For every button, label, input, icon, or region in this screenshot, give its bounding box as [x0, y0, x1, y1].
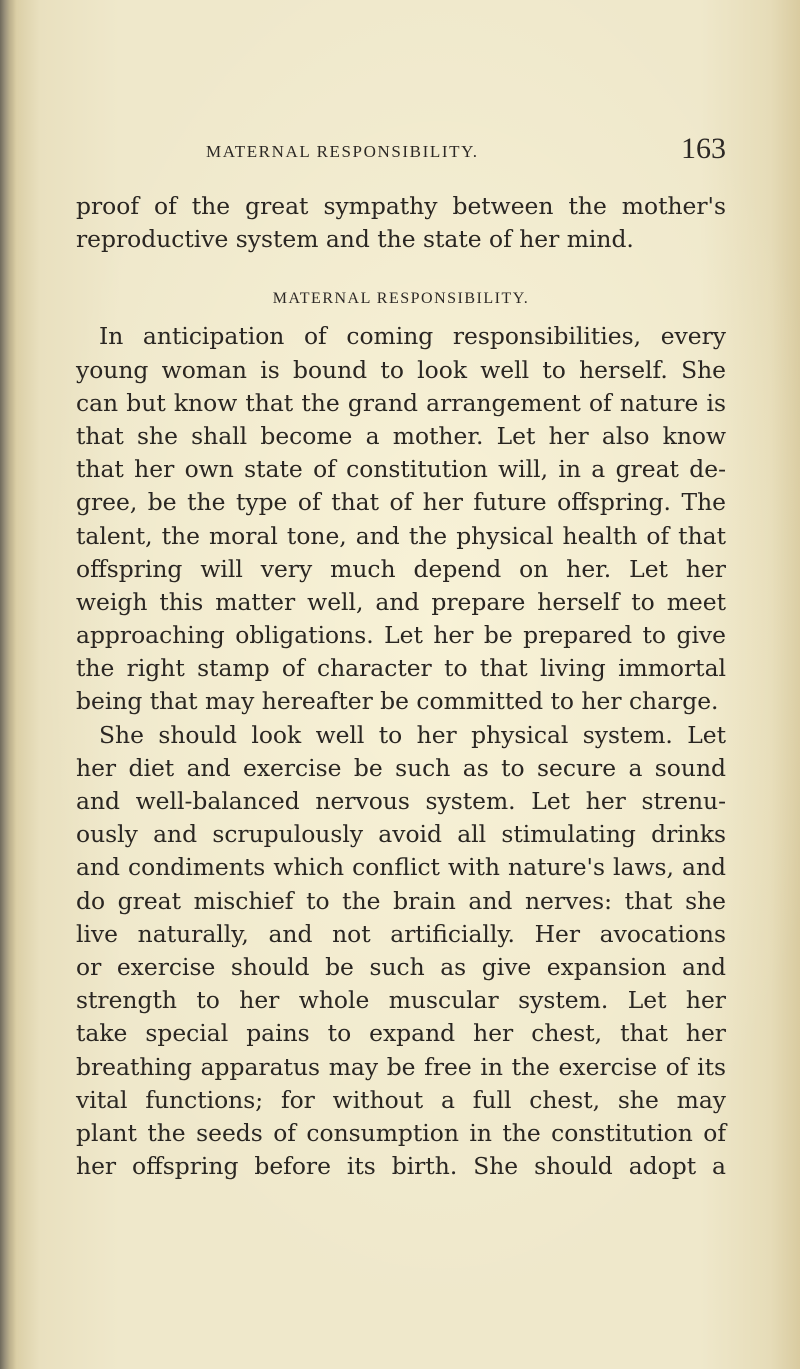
text-line: offspring will very much depend on her. Let her — [76, 554, 726, 583]
text-line: In anticipation of coming responsibilities, every — [99, 322, 726, 351]
text-line: do great mischief to the brain and nerves: that she — [76, 886, 726, 915]
text-line: that her own state of constitution will, in a great de- — [76, 455, 726, 484]
text-line: that she shall become a mother. Let her also know — [76, 421, 726, 450]
text-line: ously and scrupulously avoid all stimulating drinks — [76, 820, 726, 849]
text-line: her offspring before its birth. She should adopt a — [76, 1152, 726, 1181]
text-line: talent, the moral tone, and the physical health of that — [76, 521, 726, 550]
text-line: She should look well to her physical system. Let — [99, 720, 726, 749]
paragraph-physical-system — [76, 719, 726, 1184]
text-line: young woman is bound to look well to herself. She — [76, 355, 726, 384]
page-binding-edge — [0, 0, 16, 1369]
text-line: or exercise should be such as give expansion and — [76, 952, 726, 981]
text-line: reproductive system and the state of her mind. — [76, 225, 634, 254]
text-line: approaching obligations. Let her be prepared to give — [76, 621, 726, 650]
text-line: vital functions; for without a full chest, she may — [76, 1085, 726, 1114]
body-text — [76, 190, 726, 1183]
text-line: being that may hereafter be committed to her charge. — [76, 687, 719, 716]
text-line: breathing apparatus may be free in the exercise of its — [76, 1052, 726, 1081]
text-line: plant the seeds of consumption in the constitution of — [76, 1118, 726, 1147]
text-line: proof of the great sympathy between the mother's — [76, 192, 726, 220]
paragraph-anticipation — [76, 320, 726, 718]
page-header — [76, 132, 726, 176]
page-number: 163 — [681, 132, 726, 165]
text-line: weigh this matter well, and prepare herself to meet — [76, 587, 726, 616]
paragraph-continued — [76, 190, 726, 256]
text-line: and condiments which conflict with nature's laws, and — [76, 853, 726, 882]
text-line: and well-balanced nervous system. Let her strenu- — [76, 787, 726, 815]
text-line: gree, be the type of that of her future offspring. The — [76, 488, 726, 517]
section-heading: MATERNAL RESPONSIBILITY. — [272, 290, 530, 308]
text-line: live naturally, and not artificially. Her avocations — [76, 919, 726, 948]
text-line: her diet and exercise be such as to secure a sound — [76, 753, 726, 782]
text-line: can but know that the grand arrangement of nature is — [76, 388, 726, 417]
text-line: take special pains to expand her chest, that her — [76, 1019, 726, 1048]
text-line: strength to her whole muscular system. Let her — [76, 986, 726, 1015]
text-line: the right stamp of character to that living immortal — [76, 654, 726, 683]
running-head: MATERNAL RESPONSIBILITY. — [206, 142, 479, 161]
